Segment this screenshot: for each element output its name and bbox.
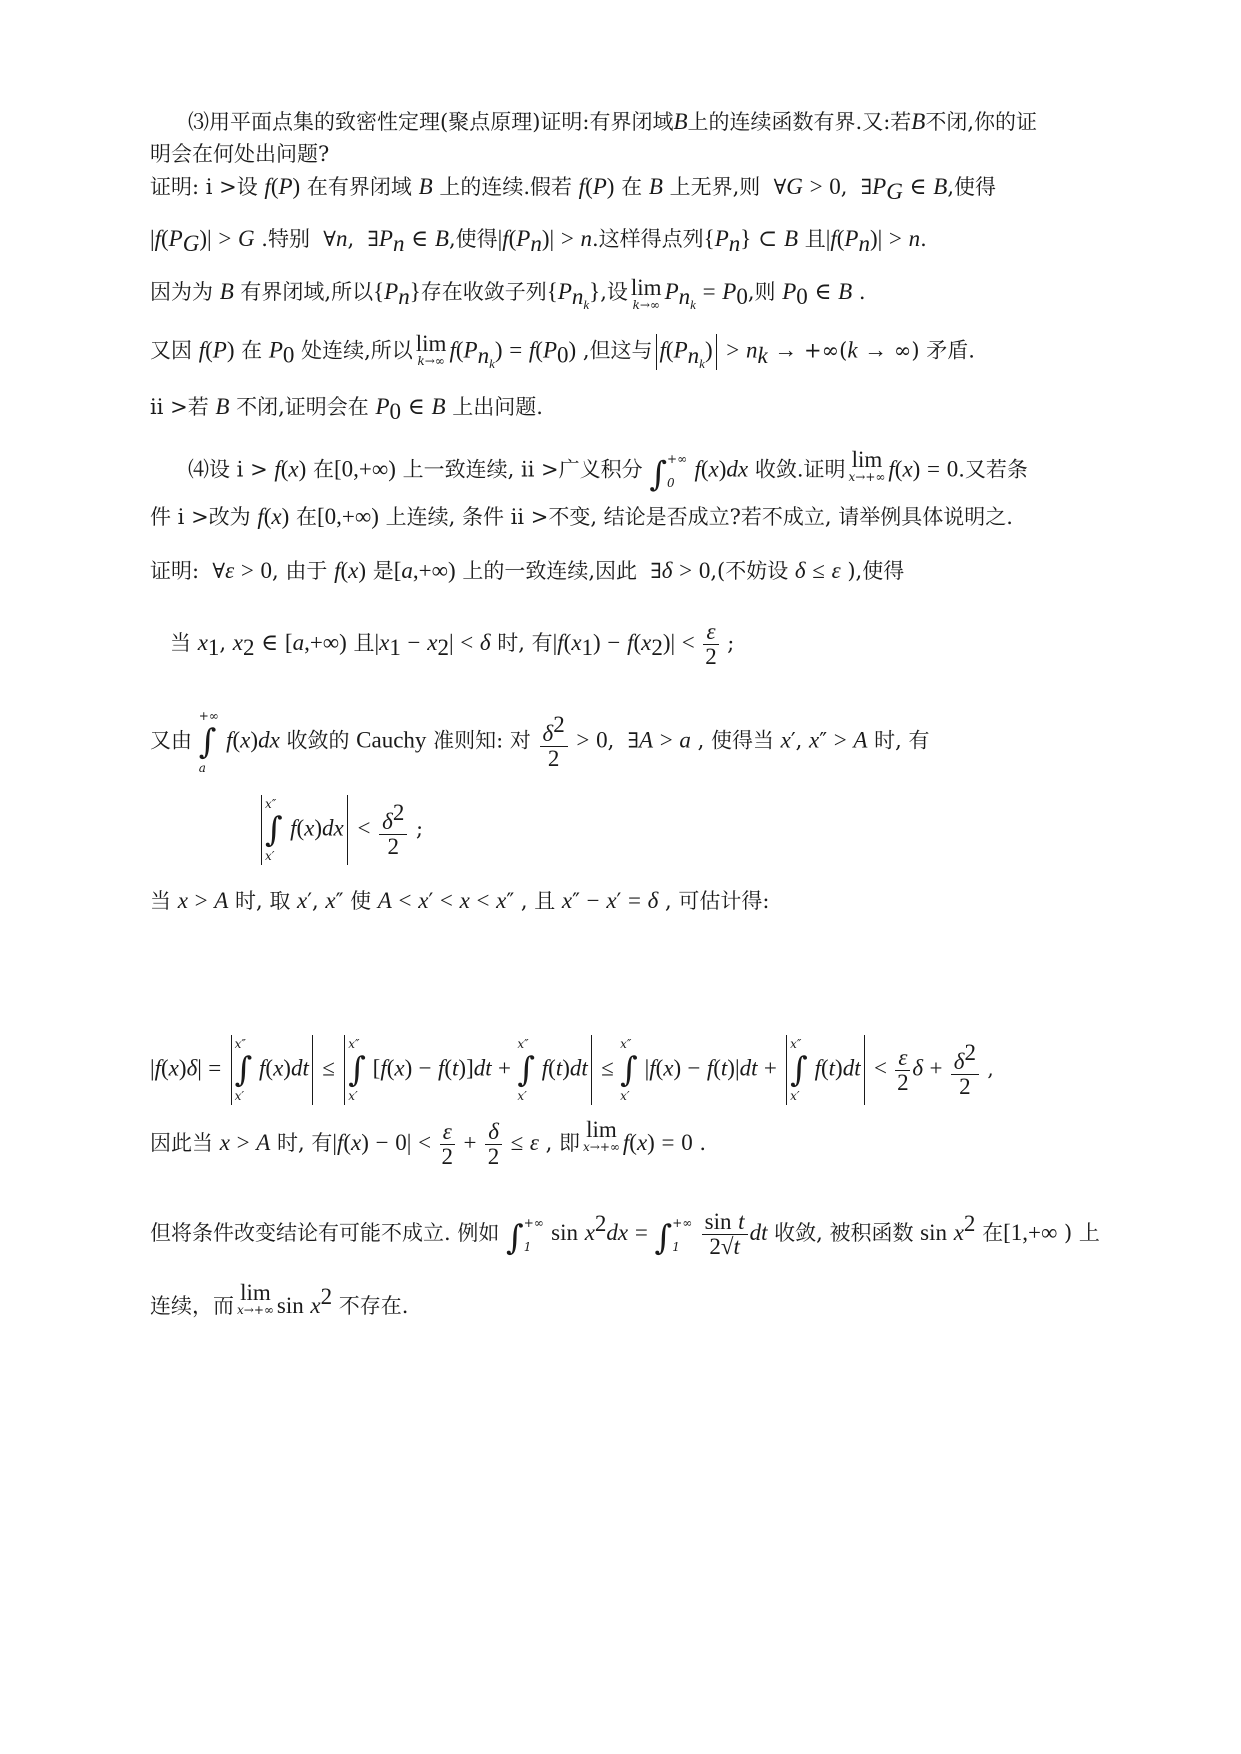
- problem3-proof-line3: 因为为 B 有界闭域,所以$\{P_n\}$存在收敛子列$\{P_{n_k}\}$,设 lim k→∞ $P_{n_k} = P_0$,则 $P_0$ ∈ B .: [150, 275, 866, 312]
- problem3-proof-line1: 证明: ⅰ >设 f(P) 在有界闭域 B 上的连续.假若 f(P) 在 B 上无界,则 ∀G > 0, $\exists P_G$ ∈ B,使得: [150, 174, 997, 204]
- problem4-proof-line4: x″ ∫ x′ f(x)dx < $\frac{\delta^2}{2}$ ;: [258, 795, 423, 865]
- problem3-text-a: ⑶用平面点集的致密性定理(聚点原理)证明:有界闭域: [188, 110, 674, 134]
- problem4-statement-line1: ⑷设 ⅰ > f(x) 在[0,+∞) 上一致连续, ⅱ >广义积分 ∫ +∞ 0 f(x)dx 收敛.证明 lim x→+∞ f(x) = 0.又若条: [188, 447, 1028, 495]
- integral-limits: +∞ 0: [667, 452, 688, 490]
- fraction-delta-over-2: $\frac{\delta}{2}$: [485, 1120, 502, 1169]
- integral-limits-xp-xpp: x″ ∫ x′: [265, 797, 283, 863]
- limit-x-to-infinity-3: lim x→+∞: [237, 1280, 274, 1317]
- limit-k-to-infinity-2: lim k→∞: [415, 331, 447, 368]
- limit-k-to-infinity: lim k→∞: [630, 275, 662, 312]
- fraction-eps-over-2-b: $\frac{\varepsilon}{2}$: [897, 1044, 909, 1095]
- integral-limits-a-inf: +∞ ∫ a: [198, 709, 219, 775]
- fraction-delta-sq-over-2: $\frac{\delta^2}{2}$: [540, 713, 568, 771]
- limit-x-to-infinity: lim x→+∞: [848, 447, 886, 484]
- integral-sign-2: ∫: [506, 1218, 524, 1258]
- problem4-statement-line2: 件 ⅰ >改为 f(x) 在[0,+∞) 上连续, 条件 ⅱ >不变, 结论是否成立?若不成立, 请举例具体说明之.: [150, 504, 1013, 529]
- integral-limits-4: x″ ∫ x′: [620, 1037, 638, 1103]
- problem4-proof-line8: 但将条件改变结论有可能不成立. 例如 ∫ +∞ 1 $\sin x^2dx$ = ∫ +∞ 1 $\frac{\text{sin t}}{2√t}$ dt 收敛, 被积函数 $\sin x^2$ 在[1,+∞ ) 上: [150, 1209, 1100, 1259]
- problem3-text-b: 上的连续函数有界.又:若: [687, 110, 912, 134]
- problem4-proof-line5: 当 x > A 时, 取 x′, x″ 使 A < x′ < x < x″ , 且 x″ − x′ = δ , 可估计得:: [150, 888, 770, 913]
- problem4-proof-line3: 又由 +∞ ∫ a f(x)dx 收敛的 Cauchy 准则知: 对 $\frac{\delta^2}{2}$ > 0, ∃A > a , 使得当 x′, x″ > A 时, 有: [150, 709, 930, 775]
- problem3-statement-line1: ⑶用平面点集的致密性定理(聚点原理)证明:有界闭域B上的连续函数有界.又:若B不闭,你的证: [188, 109, 1038, 134]
- problem3-text-c: 不闭,你的证: [925, 110, 1038, 134]
- problem3-proof-line2: $|f(P_G)| > G$ .特别 ∀n, $\exists P_n$ ∈ B,使得$|f(P_n)| > n$.这样得点列$\{P_n\}$ ⊂ B 且$|f(P_n)| > n$.: [150, 226, 927, 256]
- problem3-proof-line5: ⅱ >若 B 不闭,证明会在 $P_0$ ∈ B 上出问题.: [150, 394, 543, 424]
- fraction-eps-over-2-c: $\frac{\varepsilon}{2}$: [441, 1119, 454, 1169]
- integral-limits-1-inf-b: +∞ 1: [672, 1215, 693, 1254]
- problem4-proof-line9: 连续，而 lim x→+∞ $\sin x^2$ 不存在.: [150, 1280, 409, 1318]
- fraction-delta-sq-over-2-c: $\frac{\delta^2}{2}$: [951, 1041, 979, 1099]
- integral-sign: ∫: [649, 454, 668, 495]
- integral-limits-3: x″ ∫ x′: [517, 1037, 536, 1103]
- limit-x-to-infinity-2: lim x→+∞: [583, 1117, 620, 1154]
- problem4-proof-line1: 证明: ∀ε > 0, 由于 f(x) 是[a,+∞) 上的一致连续,因此 ∃δ > 0,(不妨设 δ ≤ ε ),使得: [150, 558, 905, 583]
- problem3-text-d: 明会在何处出问题?: [150, 142, 330, 166]
- problem3-proof-line4: 又因 f(P) 在 $P_0$ 处连续,所以 lim k→∞ $f(P_{n_k}) = f(P_0)$ ,但这与 $f(P_{n_k}) > n_k \to +\infty(k$ → ∞) 矛盾.: [150, 331, 975, 371]
- fraction-eps-over-2: $\frac{\varepsilon}{2}$: [705, 619, 717, 669]
- problem3-statement-line2: [150, 140, 329, 168]
- problem4-proof-line2: 当 $x_1$, $x_2$ ∈ [a,+∞) 且$|x_1 - x_2| < \delta$ 时, 有$|f(x_1) - f(x_2)|$ < $\frac{\varepsilon}{2}$ ;: [170, 619, 735, 669]
- integral-limits-2: x″ ∫ x′: [348, 1037, 366, 1103]
- problem4-proof-line7: 因此当 x > A 时, 有|f(x) − 0| < $\frac{\varepsilon}{2}$ + $\frac{\delta}{2}$ ≤ ε , 即 lim x→+∞ f(x) = 0 .: [150, 1117, 707, 1169]
- fraction-sin-t-over-2-sqrt-t: $\frac{\text{sin t}}{2√t}$: [702, 1210, 748, 1259]
- fraction-delta-sq-over-2-b: $\frac{\delta^2}{2}$: [379, 801, 407, 859]
- integral-limits-5: x″ ∫ x′: [790, 1037, 808, 1103]
- integral-limits-1: x″ ∫ x′: [234, 1037, 253, 1103]
- integral-sign-3: ∫: [654, 1218, 673, 1258]
- integral-limits-1-inf: +∞ 1: [523, 1215, 544, 1254]
- problem4-proof-line6: |f(x)δ| = x″ ∫ x′ f(x)dt ≤ x″ ∫ x′ [f(x) − f(t)]dt + x″ ∫ x′ f(t)dt ≤ x″ ∫ x′ |f(x) − f(t)|dt + x″ ∫ x′ f(t)dt < $\frac{\varepsilon}{2}$ δ + $\frac{\delta^2}{2}$ ,: [150, 1037, 994, 1103]
